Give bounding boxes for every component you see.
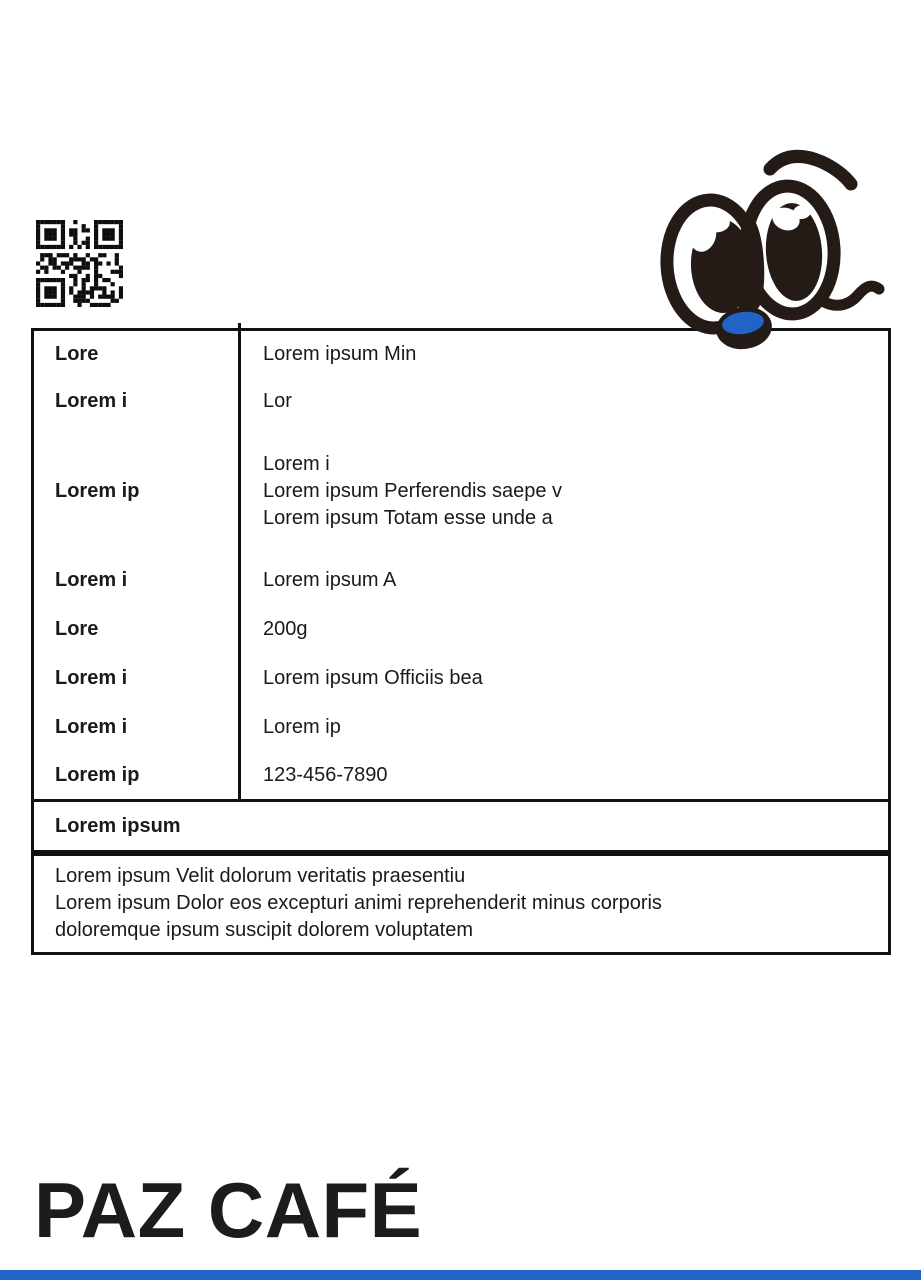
table-row [34, 703, 888, 752]
row-value [238, 752, 888, 799]
description-line: Lorem ipsum Velit dolorum veritatis praesentiu [55, 865, 466, 887]
row-value-line: Lor [263, 390, 292, 412]
table-row [34, 654, 888, 703]
row-value-line: Lorem i [263, 452, 330, 475]
cartoon-eyes-illustration [640, 130, 921, 360]
row-value-line: 200g [263, 618, 308, 640]
row-label: Lorem i [55, 390, 128, 412]
right-pupil-highlight [769, 204, 803, 234]
cheek-swoosh-stroke [814, 286, 879, 305]
left-pupil [689, 217, 756, 314]
table-row [34, 605, 888, 654]
table-row [34, 752, 888, 799]
row-value [238, 377, 888, 426]
description-box [31, 853, 891, 955]
section-header-row [31, 799, 891, 853]
table-row [34, 556, 888, 605]
left-pupil-highlight [686, 215, 720, 255]
description-line: doloremque ipsum suscipit dolorem voluptatem [55, 919, 473, 941]
row-value [238, 426, 888, 556]
spec-rows-box [31, 328, 891, 802]
left-pupil-highlight [706, 213, 731, 234]
eye-junction [740, 217, 767, 310]
right-pupil [763, 201, 826, 303]
row-value [238, 605, 888, 654]
row-value-line: 123-456-7890 [263, 764, 388, 786]
description-line: Lorem ipsum Dolor eos excepturi animi reprehenderit minus corporis [55, 892, 662, 914]
row-value-line: Lorem ip [263, 716, 341, 738]
row-value [238, 654, 888, 703]
row-label: Lore [55, 618, 99, 640]
table-row [34, 377, 888, 426]
row-value [238, 556, 888, 605]
row-label: Lore [55, 342, 99, 365]
spec-table [31, 328, 891, 955]
table-row [34, 331, 888, 377]
section-header-label: Lorem ipsum [55, 814, 181, 837]
row-value-line: Lorem ipsum Officiis bea [263, 667, 483, 689]
row-label: Lorem i [55, 569, 128, 591]
brand-wordmark: PAZ CAFÉ [34, 1166, 423, 1254]
row-value-line: Lorem ipsum Perferendis saepe v [263, 479, 563, 502]
row-value-line: Lorem ipsum Min [263, 342, 417, 365]
eyebrow-stroke [770, 156, 851, 184]
row-value [238, 703, 888, 752]
row-value-line: Lorem ipsum A [263, 569, 397, 591]
row-label: Lorem ip [55, 479, 140, 502]
footer-accent-bar [0, 1270, 921, 1280]
right-pupil-highlight [792, 204, 812, 221]
row-label: Lorem i [55, 716, 128, 738]
column-divider-tick [238, 323, 241, 329]
row-label: Lorem ip [55, 764, 140, 786]
right-eye-outline [742, 183, 839, 317]
left-eye-outline [664, 198, 761, 331]
row-value-line: Lorem ipsum Totam esse unde a [263, 506, 553, 529]
row-label: Lorem i [55, 667, 128, 689]
table-row [34, 426, 888, 556]
qr-code [36, 220, 123, 307]
row-value [238, 331, 888, 377]
